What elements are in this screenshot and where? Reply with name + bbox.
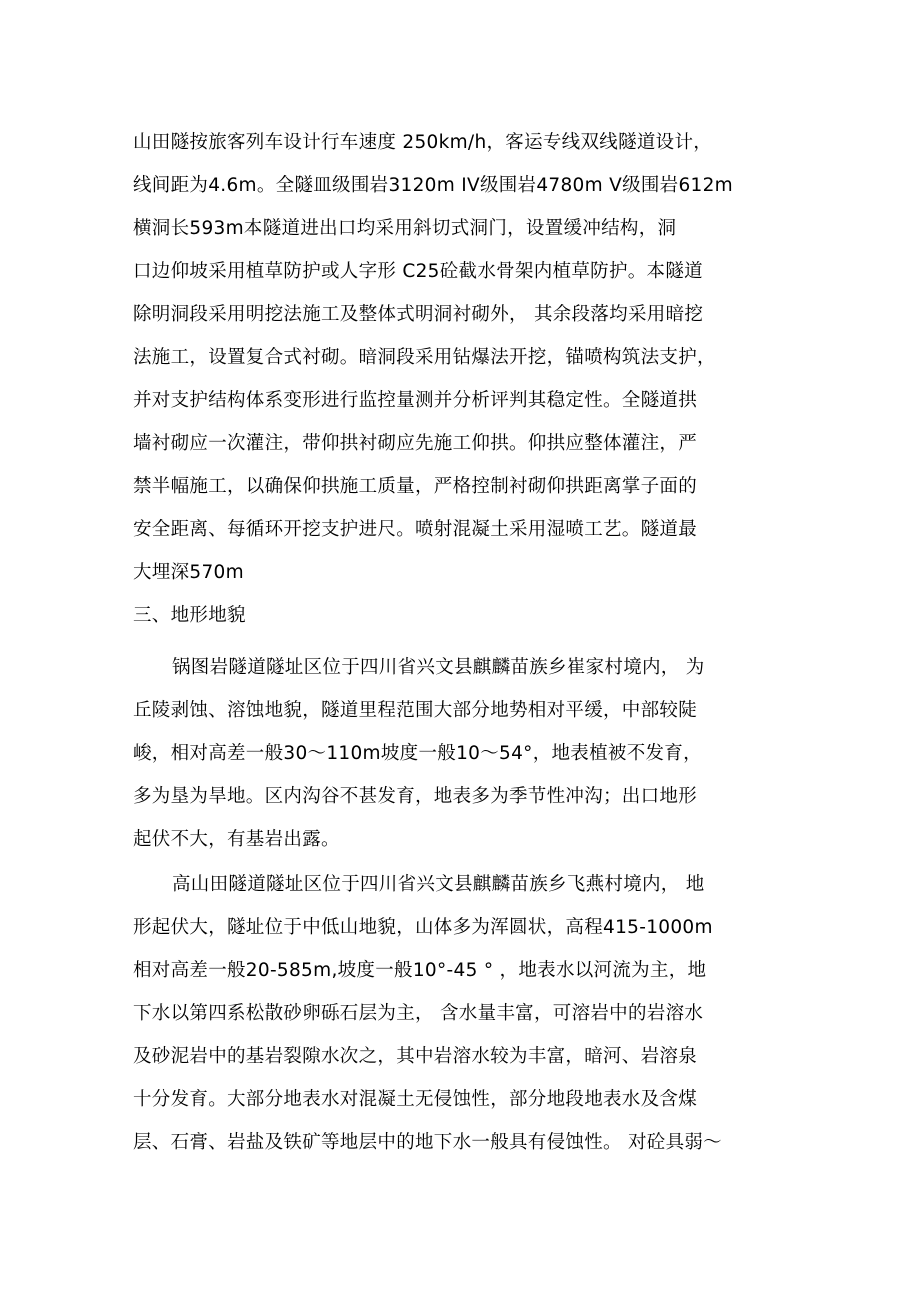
paragraph-line: 形起伏大，隧址位于中低山地貌，山体多为浑圆状，高程415-1000m <box>133 917 713 938</box>
section-heading: 三、地形地貌 <box>133 605 246 626</box>
paragraph-line: 多为垦为旱地。区内沟谷不甚发育，地表多为季节性冲沟；出口地形 <box>133 786 698 807</box>
paragraph-line: 层、石膏、岩盐及铁矿等地层中的地下水一般具有侵蚀性。 对砼具弱～ <box>133 1132 722 1153</box>
paragraph-line: 安全距离、每循环开挖支护进尺。喷射混凝土采用湿喷工艺。隧道最 <box>133 519 698 540</box>
paragraph-line: 十分发育。大部分地表水对混凝土无侵蚀性，部分地段地表水及含煤 <box>133 1089 698 1110</box>
paragraph-line: 线间距为4.6m。全隧皿级围岩3120m IV级围岩4780m V级围岩612m <box>133 175 734 196</box>
paragraph-line: 相对高差一般20-585m,坡度一般10°-45 ° ，地表水以河流为主，地 <box>133 960 707 981</box>
paragraph-line: 法施工，设置复合式衬砌。暗洞段采用钻爆法开挖，锚喷构筑法支护， <box>133 347 716 368</box>
paragraph-line: 锅图岩隧道隧址区位于四川省兴文县麒麟苗族乡崔家村境内， 为 <box>172 657 705 678</box>
paragraph-line: 大埋深570m <box>133 562 244 583</box>
paragraph-line: 峻，相对高差一般30～110m坡度一般10～54°，地表植被不发育， <box>133 743 702 764</box>
paragraph-line: 及砂泥岩中的基岩裂隙水次之，其中岩溶水较为丰富，暗河、岩溶泉 <box>133 1046 698 1067</box>
paragraph-line: 墙衬砌应一次灌注，带仰拱衬砌应先施工仰拱。仰拱应整体灌注，严 <box>133 433 698 454</box>
paragraph-line: 起伏不大，有基岩出露。 <box>133 829 340 850</box>
paragraph-line: 丘陵剥蚀、溶蚀地貌，隧道里程范围大部分地势相对平缓，中部较陡 <box>133 700 698 721</box>
paragraph-line: 并对支护结构体系变形进行监控量测并分析评判其稳定性。全隧道拱 <box>133 390 698 411</box>
paragraph-line: 口边仰坡采用植草防护或人字形 C25砼截水骨架内植草防护。本隧道 <box>133 261 703 282</box>
paragraph-line: 下水以第四系松散砂卵砾石层为主， 含水量丰富，可溶岩中的岩溶水 <box>133 1003 704 1024</box>
paragraph-line: 禁半幅施工，以确保仰拱施工质量，严格控制衬砌仰拱距离掌子面的 <box>133 476 698 497</box>
paragraph-line: 山田隧按旅客列车设计行车速度 250km/h，客运专线双线隧道设计， <box>133 132 713 153</box>
paragraph-line: 横洞长593m本隧道进出口均采用斜切式洞门，设置缓冲结构，洞 <box>133 218 677 239</box>
paragraph-line: 除明洞段采用明挖法施工及整体式明洞衬砌外， 其余段落均采用暗挖 <box>133 304 704 325</box>
paragraph-line: 高山田隧道隧址区位于四川省兴文县麒麟苗族乡飞燕村境内， 地 <box>172 874 705 895</box>
